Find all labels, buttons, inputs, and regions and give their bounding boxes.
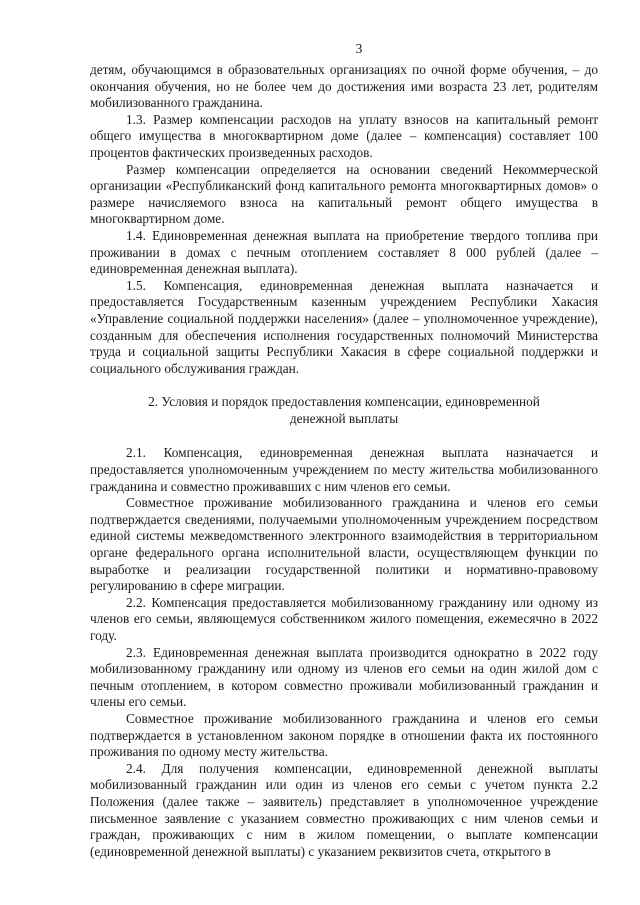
paragraph: 2.4. Для получения компенсации, единовременной денежной выплаты мобилизованный гражданин или один из членов его семьи с учетом пункта 2.2 Положения (далее также – заявитель) представляет в уполномоченное учреждение письменное заявление с указанием совместно проживающих с ним членов семьи и граждан, проживающих с ним в жилом помещении, о выплате компенсации (единовременной денежной выплаты) с указанием реквизитов счета, открытого в	[90, 760, 598, 859]
paragraph: детям, обучающимся в образовательных организациях по очной форме обучения, – до окончания обучения, но не более чем до достижения ими возраста 23 лет, родителям мобилизованного гражданина.	[90, 62, 598, 111]
intro-block	[90, 62, 598, 377]
page-number: 3	[355, 41, 363, 56]
paragraph: Совместное проживание мобилизованного гражданина и членов его семьи подтверждается в установленном законом порядке в отношении факта их постоянного проживания по одному месту жительства.	[90, 710, 598, 760]
section-body	[90, 445, 598, 860]
paragraph: 2.3. Единовременная денежная выплата производится однократно в 2022 году мобилизованному гражданину или одному из членов его семьи на один жилой дом с печным отоплением, в котором совместно проживали мобилизованный гражданин и члены его семьи.	[90, 644, 598, 710]
paragraph: 2.2. Компенсация предоставляется мобилизованному гражданину или одному из членов его семьи, являющемуся собственником жилого помещения, ежемесячно в 2022 году.	[90, 594, 598, 643]
paragraph: Совместное проживание мобилизованного гражданина и членов его семьи подтверждается сведениями, получаемыми уполномоченным учреждением посредством единой системы межведомственного электронного взаимодействия в территориальном органе федерального органа исполнительной власти, осуществляющем функции по выработке и реализации государственной политики и нормативно-правовому регулированию в сфере миграции.	[90, 495, 598, 594]
paragraph: 1.4. Единовременная денежная выплата на приобретение твердого топлива при проживании в домах с печным отоплением составляет 8 000 рублей (далее – единовременная денежная выплата).	[90, 227, 598, 277]
paragraph: 2.1. Компенсация, единовременная денежная выплата назначается и предоставляется уполномоченным учреждением по месту жительства мобилизованного гражданина и совместно проживавших с ним членов его семьи.	[90, 445, 598, 494]
section-title: 2. Условия и порядок предоставления компенсации, единовременной денежной выплаты	[148, 394, 540, 426]
paragraph: 1.3. Размер компенсации расходов на уплату взносов на капитальный ремонт общего имущества в многоквартирном доме (далее – компенсация) составляет 100 процентов фактических произведенных расходов.	[90, 111, 598, 160]
paragraph: 1.5. Компенсация, единовременная денежная выплата назначается и предоставляется Государственным казенным учреждением Республики Хакасия «Управление социальной поддержки населения» (далее – уполномоченное учреждение), созданным для обеспечения исполнения государственных полномочий Министерства труда и социальной защиты Республики Хакасия в сфере социальной поддержки и социального обслуживания граждан.	[90, 277, 598, 376]
paragraph: Размер компенсации определяется на основании сведений Некоммерческой организации «Республиканский фонд капитального ремонта многоквартирных домов» о размере начисляемого взноса на капитальный ремонт общего имущества в многоквартирном доме.	[90, 161, 598, 227]
